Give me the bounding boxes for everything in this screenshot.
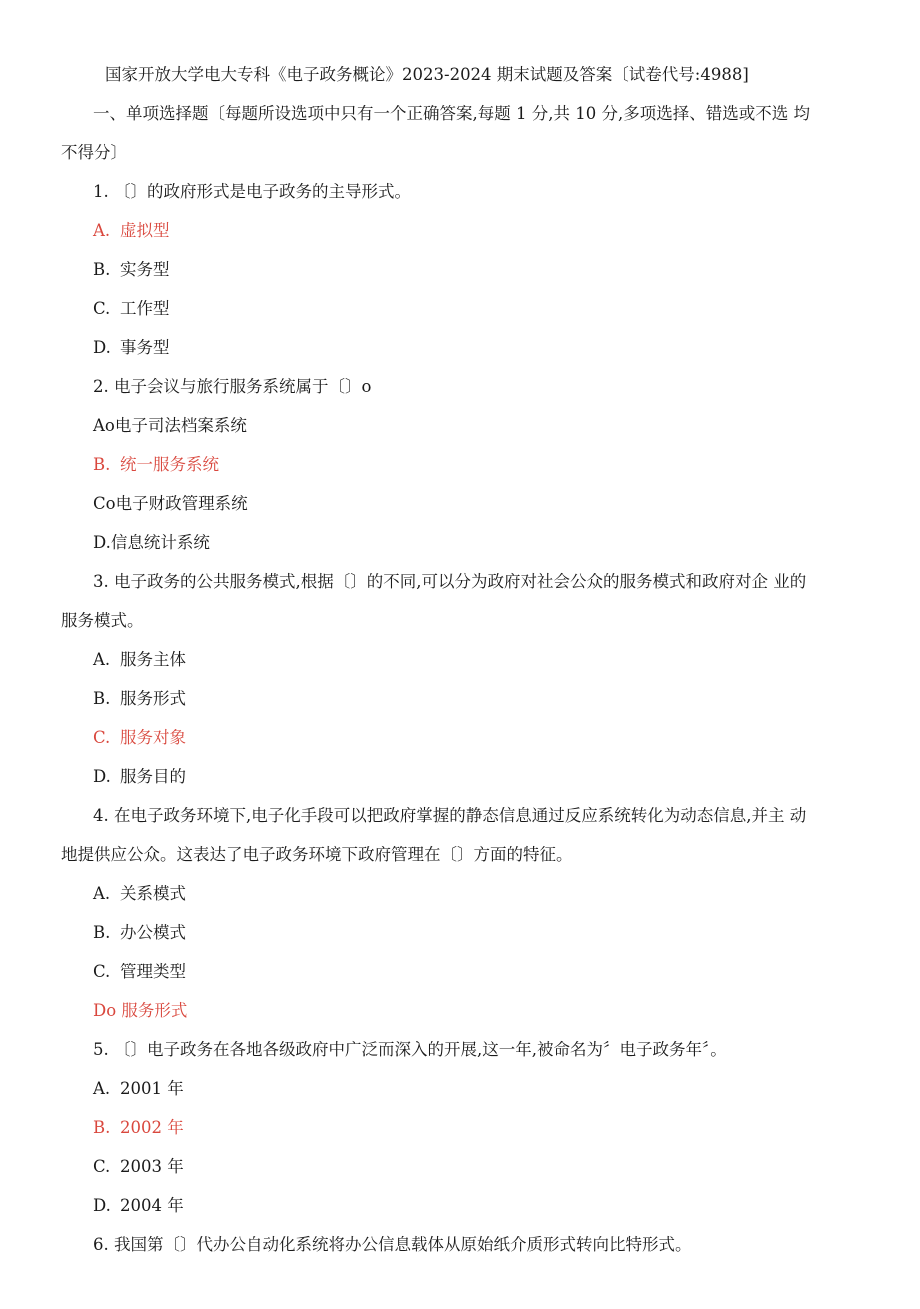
option-label: C. xyxy=(93,1157,111,1176)
option-label: A. xyxy=(93,1079,111,1098)
option-text: 事务型 xyxy=(120,338,170,357)
option-text: 服务对象 xyxy=(120,728,186,747)
option-label: C. xyxy=(93,728,111,747)
question-2-option-d xyxy=(93,532,210,554)
question-4-stem: 4. 在电子政务环境下,电子化手段可以把政府掌握的静态信息通过反应系统转化为动态信息,并主 动 xyxy=(93,806,807,825)
question-5-option-c xyxy=(93,1156,184,1178)
question-4-option-a xyxy=(93,883,186,905)
option-label: B. xyxy=(93,1118,111,1137)
option-text: 电子司法档案系统 xyxy=(114,416,247,435)
option-label: B. xyxy=(93,260,111,279)
option-label: D. xyxy=(93,1196,111,1215)
question-4-option-c xyxy=(93,961,186,983)
option-label: B. xyxy=(93,923,111,942)
option-text: 2002 年 xyxy=(120,1118,184,1137)
question-3-option-c xyxy=(93,727,186,749)
option-label: Ao xyxy=(93,416,115,435)
option-text: 办公模式 xyxy=(120,923,186,942)
question-3-option-d xyxy=(93,766,186,788)
option-label: C. xyxy=(93,299,111,318)
question-5-option-a xyxy=(93,1078,184,1100)
option-text: 服务形式 xyxy=(121,1001,188,1020)
option-label: D. xyxy=(93,767,111,786)
question-1-stem: 1. 〔〕的政府形式是电子政务的主导形式。 xyxy=(93,182,411,201)
option-label: Co xyxy=(93,494,116,513)
option-text: 2004 年 xyxy=(120,1196,184,1215)
option-label: C. xyxy=(93,962,111,981)
question-4-stem-continued: 地提供应公众。这表达了电子政务环境下政府管理在〔〕方面的特征。 xyxy=(61,845,573,864)
question-1-option-a xyxy=(93,220,170,242)
option-text: 服务目的 xyxy=(120,767,186,786)
option-label: B. xyxy=(93,689,111,708)
question-6-stem: 6. 我国第〔〕代办公自动化系统将办公信息载体从原始纸介质形式转向比特形式。 xyxy=(93,1235,692,1254)
question-1-option-b xyxy=(93,259,170,281)
question-3-option-b xyxy=(93,688,186,710)
option-text: 统一服务系统 xyxy=(120,455,219,474)
option-text: 信息统计系统 xyxy=(110,533,210,552)
section-heading: 一、单项选择题〔每题所设选项中只有一个正确答案,每题 1 分,共 10 分,多项选择、错选或不选 均 xyxy=(93,104,810,123)
option-text: 服务形式 xyxy=(120,689,186,708)
question-2-stem: 2. 电子会议与旅行服务系统属于〔〕o xyxy=(93,377,372,396)
question-5-option-b xyxy=(93,1117,184,1139)
option-text: 服务主体 xyxy=(120,650,186,669)
option-label: B. xyxy=(93,455,111,474)
question-4-option-b xyxy=(93,922,186,944)
section-heading-continued: 不得分〕 xyxy=(61,143,127,162)
option-text: 2003 年 xyxy=(120,1157,184,1176)
option-text: 管理类型 xyxy=(120,962,186,981)
question-2-option-c xyxy=(93,493,248,515)
option-label: D. xyxy=(93,533,111,552)
option-text: 工作型 xyxy=(120,299,170,318)
question-2-option-b xyxy=(93,454,219,476)
option-label: A. xyxy=(93,650,111,669)
question-3-stem: 3. 电子政务的公共服务模式,根据〔〕的不同,可以分为政府对社会公众的服务模式和政府对企 业的 xyxy=(93,572,807,591)
option-label: Do xyxy=(93,1001,117,1020)
question-5-option-d xyxy=(93,1195,184,1217)
question-5-stem: 5. 〔〕电子政务在各地各级政府中广泛而深入的开展,这一年,被命名为〞电子政务年〞。 xyxy=(93,1040,727,1059)
document-title: 国家开放大学电大专科《电子政务概论》2023-2024 期末试题及答案〔试卷代号:4988] xyxy=(105,65,749,84)
option-label: D. xyxy=(93,338,111,357)
option-label: A. xyxy=(93,221,111,240)
option-text: 2001 年 xyxy=(120,1079,184,1098)
question-1-option-c xyxy=(93,298,170,320)
question-2-option-a xyxy=(93,415,247,437)
option-text: 关系模式 xyxy=(120,884,186,903)
question-3-stem-continued: 服务模式。 xyxy=(61,611,144,630)
option-text: 电子财政管理系统 xyxy=(115,494,248,513)
question-1-option-d xyxy=(93,337,170,359)
question-3-option-a xyxy=(93,649,186,671)
option-text: 虚拟型 xyxy=(120,221,170,240)
option-label: A. xyxy=(93,884,111,903)
question-4-option-d xyxy=(93,1000,187,1022)
option-text: 实务型 xyxy=(120,260,170,279)
